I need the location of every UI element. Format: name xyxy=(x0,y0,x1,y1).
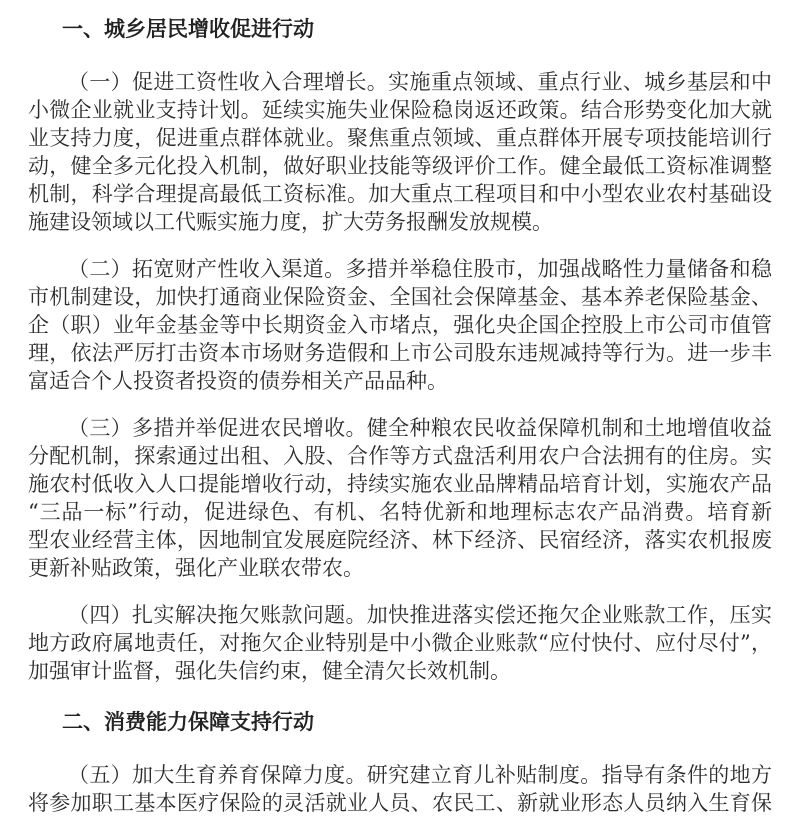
paragraph-2 xyxy=(28,255,772,395)
section-heading-1: 一、城乡居民增收促进行动 xyxy=(62,18,314,41)
paragraph-3 xyxy=(28,414,772,582)
paragraph-line: 机制，科学合理提高最低工资标准。加大重点工程项目和中小型农业农村基础设 xyxy=(28,182,772,206)
paragraph-line: 将参加职工基本医疗保险的灵活就业人员、农民工、新就业形态人员纳入生育保 xyxy=(28,791,772,815)
paragraph-line: 业支持力度，促进重点群体就业。聚焦重点领域、重点群体开展专项技能培训行 xyxy=(28,126,772,150)
paragraph-1 xyxy=(28,68,772,236)
paragraph-line: 地方政府属地责任，对拖欠企业特别是中小微企业账款“应付快付、应付尽付”， xyxy=(28,631,772,655)
paragraph-line: 型农业经营主体，因地制宜发展庭院经济、林下经济、民宿经济，落实农机报废 xyxy=(28,528,772,552)
paragraph-line: （一）促进工资性收入合理增长。实施重点领域、重点行业、城乡基层和中 xyxy=(68,70,772,94)
paragraph-line: （二）拓宽财产性收入渠道。多措并举稳住股市，加强战略性力量储备和稳 xyxy=(68,257,772,281)
paragraph-5 xyxy=(28,761,772,817)
paragraph-line: 市机制建设，加快打通商业保险资金、全国社会保障基金、基本养老保险基金、 xyxy=(28,285,772,309)
paragraph-line: 分配机制，探索通过出租、入股、合作等方式盘活利用农户合法拥有的住房。实 xyxy=(28,444,772,468)
paragraph-line: 富适合个人投资者投资的债券相关产品品种。 xyxy=(28,369,448,393)
paragraph-line: （五）加大生育养育保障力度。研究建立育儿补贴制度。指导有条件的地方 xyxy=(68,763,772,787)
section-heading-2: 二、消费能力保障支持行动 xyxy=(62,711,314,734)
paragraph-line: （四）扎实解决拖欠账款问题。加快推进落实偿还拖欠企业账款工作，压实 xyxy=(68,603,772,627)
paragraph-line: 动，健全多元化投入机制，做好职业技能等级评价工作。健全最低工资标准调整 xyxy=(28,154,772,178)
paragraph-line: 小微企业就业支持计划。延续实施失业保险稳岗返还政策。结合形势变化加大就 xyxy=(28,98,772,122)
paragraph-4 xyxy=(28,601,772,685)
paragraph-line: 加强审计监督，强化失信约束，健全清欠长效机制。 xyxy=(28,659,511,683)
paragraph-line: 施农村低收入人口提能增收行动，持续实施农业品牌精品培育计划，实施农产品 xyxy=(28,472,772,496)
paragraph-line: “三品一标”行动，促进绿色、有机、名特优新和地理标志农产品消费。培育新 xyxy=(28,500,772,524)
paragraph-line: 理，依法严厉打击资本市场财务造假和上市公司股东违规减持等行为。进一步丰 xyxy=(28,341,772,365)
paragraph-line: 施建设领域以工代赈实施力度，扩大劳务报酬发放规模。 xyxy=(28,210,553,234)
paragraph-line: （三）多措并举促进农民增收。健全种粮农民收益保障机制和土地增值收益 xyxy=(68,416,772,440)
paragraph-line: 更新补贴政策，强化产业联农带农。 xyxy=(28,556,364,580)
paragraph-line: 企（职）业年金基金等中长期资金入市堵点，强化央企国企控股上市公司市值管 xyxy=(28,313,772,337)
